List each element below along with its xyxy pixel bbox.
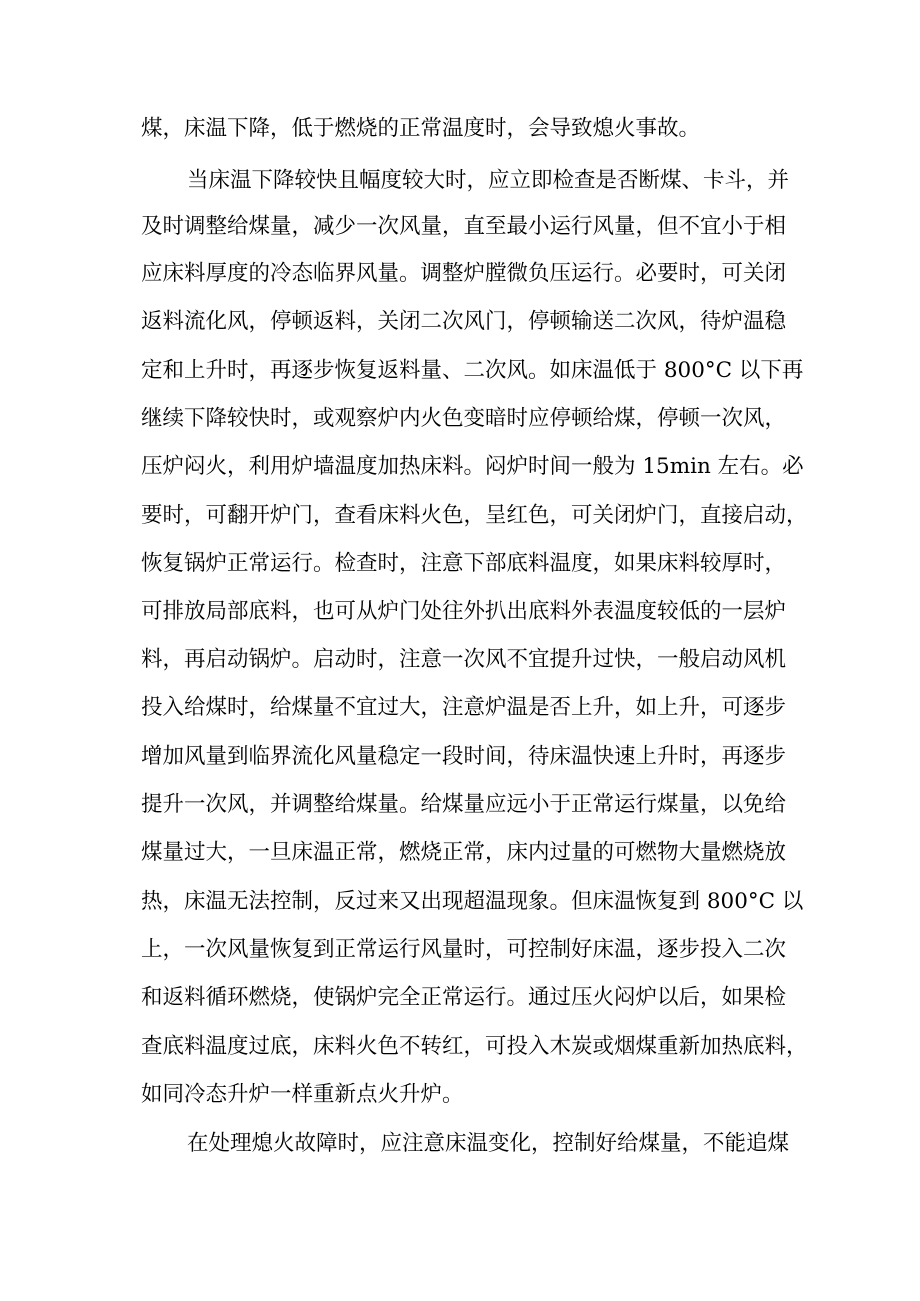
text-line-5: 返料流化风，停顿返料，关闭二次风门，停顿输送二次风，待炉温稳 bbox=[141, 309, 787, 334]
text-line-17: 热，床温无法控制，反过来又出现超温现象。但床温恢复到 800°C 以 bbox=[141, 889, 804, 914]
text-line-21: 如同冷态升炉一样重新点火升炉。 bbox=[141, 1082, 464, 1107]
text-line-13: 投入给煤时，给煤量不宜过大，注意炉温是否上升，如上升，可逐步 bbox=[141, 695, 787, 720]
text-line-22: 在处理熄火故障时，应注意床温变化，控制好给煤量，不能追煤 bbox=[187, 1131, 790, 1156]
text-line-6: 定和上升时，再逐步恢复返料量、二次风。如床温低于 800°C 以下再 bbox=[141, 358, 804, 383]
text-line-8: 压炉闷火，利用炉墙温度加热床料。闷炉时间一般为 15min 左右。必 bbox=[141, 454, 804, 479]
text-line-12: 料，再启动锅炉。启动时，注意一次风不宜提升过快，一般启动风机 bbox=[141, 647, 787, 672]
text-line-1: 煤，床温下降，低于燃烧的正常温度时，会导致熄火事故。 bbox=[141, 116, 701, 141]
text-line-9: 要时，可翻开炉门，查看床料火色，呈红色，可关闭炉门，直接启动， bbox=[141, 503, 808, 528]
text-line-10: 恢复锅炉正常运行。检查时，注意下部底料温度，如果床料较厚时， bbox=[141, 551, 787, 576]
text-line-2: 当床温下降较快且幅度较大时，应立即检查是否断煤、卡斗，并 bbox=[187, 168, 790, 193]
text-line-16: 煤量过大，一旦床温正常，燃烧正常，床内过量的可燃物大量燃烧放 bbox=[141, 840, 787, 865]
text-line-4: 应床料厚度的冷态临界风量。调整炉膛微负压运行。必要时，可关闭 bbox=[141, 261, 787, 286]
text-line-3: 及时调整给煤量，减少一次风量，直至最小运行风量，但不宜小于相 bbox=[141, 214, 787, 239]
text-line-11: 可排放局部底料，也可从炉门处往外扒出底料外表温度较低的一层炉 bbox=[141, 599, 787, 624]
text-line-14: 增加风量到临界流化风量稳定一段时间，待床温快速上升时，再逐步 bbox=[141, 744, 787, 769]
text-line-20: 查底料温度过底，床料火色不转红，可投入木炭或烟煤重新加热底料， bbox=[141, 1034, 808, 1059]
text-line-19: 和返料循环燃烧，使锅炉完全正常运行。通过压火闷炉以后，如果检 bbox=[141, 985, 787, 1010]
text-line-18: 上，一次风量恢复到正常运行风量时，可控制好床温，逐步投入二次 bbox=[141, 937, 787, 962]
text-line-15: 提升一次风，并调整给煤量。给煤量应远小于正常运行煤量，以免给 bbox=[141, 792, 787, 817]
text-line-7: 继续下降较快时，或观察炉内火色变暗时应停顿给煤，停顿一次风， bbox=[141, 406, 787, 431]
